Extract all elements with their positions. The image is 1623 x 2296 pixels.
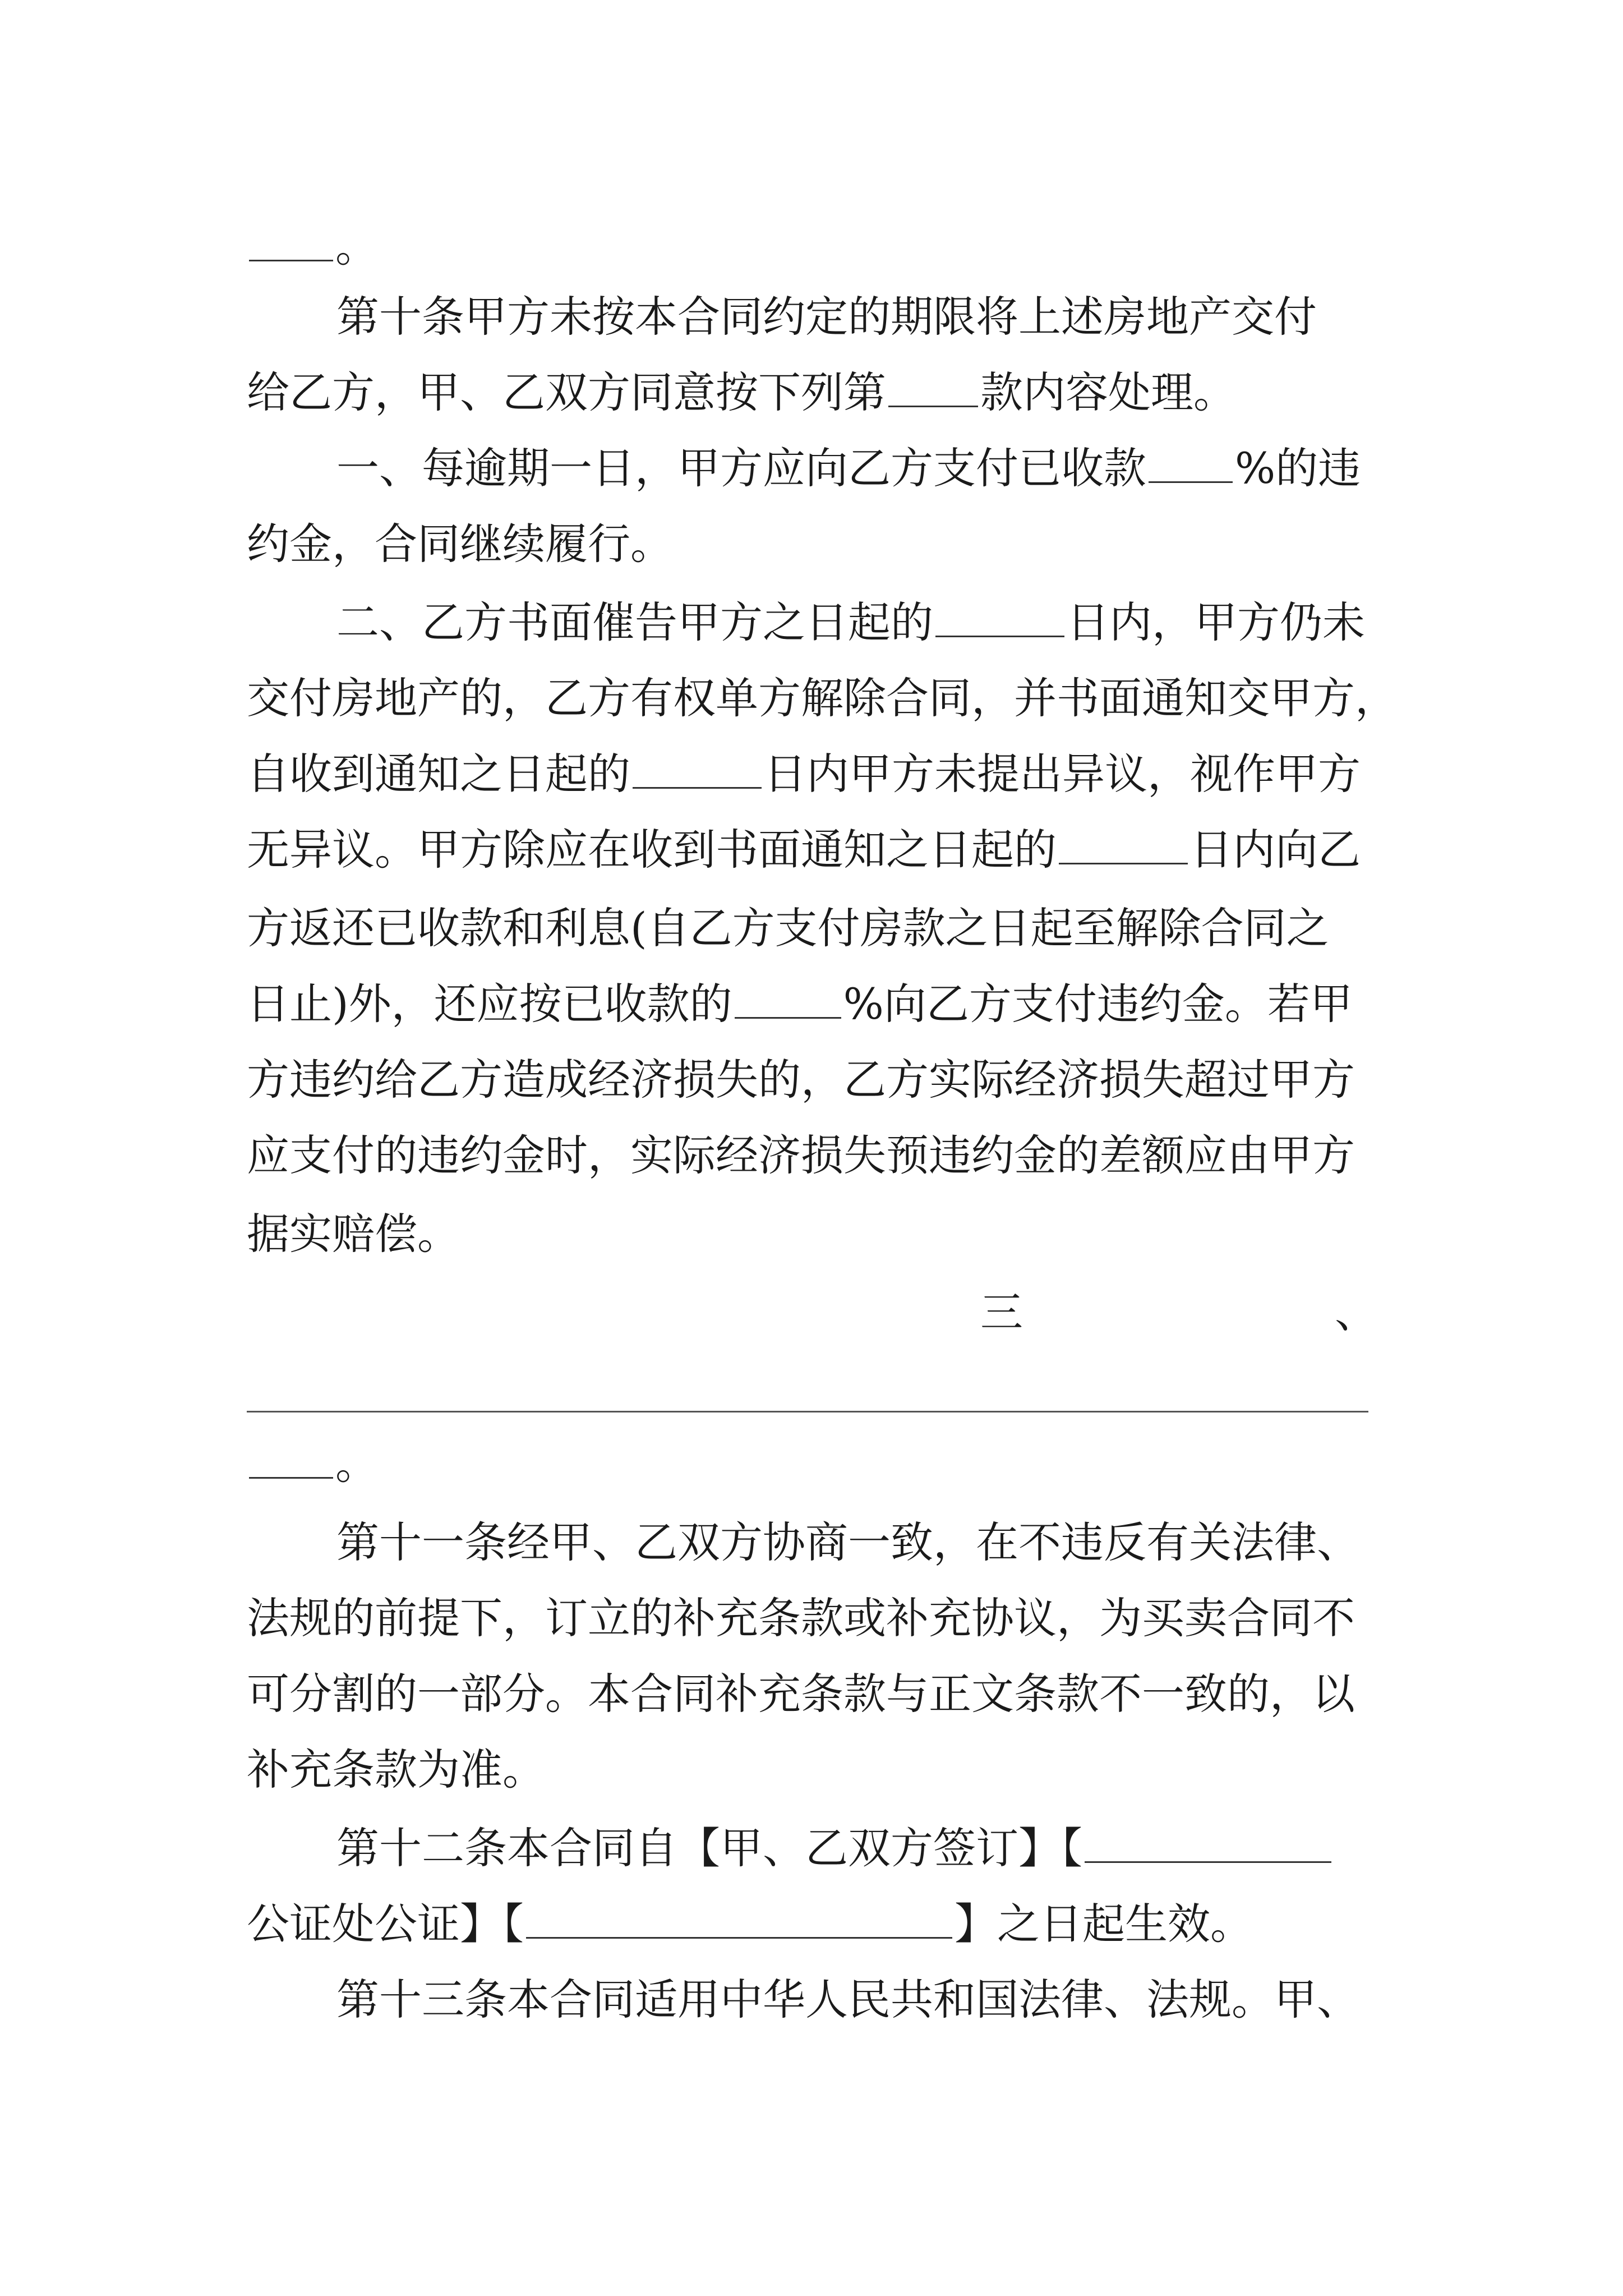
blank-field — [1085, 1826, 1331, 1863]
text-line: 一、每逾期一日，甲方应向乙方支付已收款 %的违 — [336, 443, 1361, 493]
item-number-three: 三 — [980, 1287, 1023, 1337]
text-line: 方返还已收款和利息(自乙方支付房款之日起至解除合同之 — [247, 903, 1329, 953]
blank-field — [633, 752, 762, 789]
text-line: 可分割的一部分。本合同补充条款与正文条款不一致的，以 — [247, 1669, 1355, 1719]
text-line: 公证处公证】【 】之日起生效。 — [247, 1899, 1253, 1949]
text-line: 法规的前提下，订立的补充条款或补充协议，为买卖合同不 — [247, 1593, 1355, 1643]
blank-field — [249, 1442, 333, 1479]
text-line: 无异议。甲方除应在收到书面通知之日起的 日内向乙 — [247, 825, 1361, 875]
enumeration-comma: 、 — [1335, 1287, 1377, 1337]
text-line: 日止)外，还应按已收款的 %向乙方支付违约金。若甲 — [247, 979, 1353, 1029]
blank-field — [935, 601, 1064, 637]
text-line: 。 — [247, 1433, 378, 1495]
text-line: 。 — [247, 216, 378, 278]
blank-field — [888, 371, 978, 407]
blank-field — [1149, 447, 1233, 483]
blank-field — [1059, 828, 1188, 864]
text-line: 据实赔偿。 — [247, 1209, 460, 1259]
text-line: 应支付的违约金时，实际经济损失预违约金的差额应由甲方 — [247, 1130, 1355, 1180]
text-line: 给乙方，甲、乙双方同意按下列第 款内容处理。 — [247, 367, 1236, 417]
text-line: 补充条款为准。 — [247, 1745, 545, 1795]
text-line: 二、乙方书面催告甲方之日起的 日内，甲方仍未 — [336, 597, 1365, 647]
text-line: 自收到通知之日起的 日内甲方未提出异议，视作甲方 — [247, 749, 1361, 799]
clause-10-heading: 第十条甲方未按本合同约定的期限将上述房地产交付 — [336, 292, 1317, 342]
clause-13-heading: 第十三条本合同适用中华人民共和国法律、法规。甲、 — [336, 1975, 1359, 2024]
text-line: 方违约给乙方造成经济损失的，乙方实际经济损失超过甲方 — [247, 1055, 1355, 1105]
blank-field — [249, 225, 333, 261]
text-line: 交付房地产的，乙方有权单方解除合同，并书面通知交甲方， — [247, 673, 1398, 723]
clause-12-heading: 第十二条本合同自【甲、乙双方签订】【 — [336, 1818, 1334, 1879]
clause-11-heading: 第十一条经甲、乙双方协商一致，在不违反有关法律、 — [336, 1517, 1359, 1567]
text-line: 约金，合同继续履行。 — [247, 519, 673, 569]
blank-field-long — [247, 1411, 1368, 1412]
blank-field — [526, 1902, 952, 1939]
blank-field — [735, 982, 841, 1019]
